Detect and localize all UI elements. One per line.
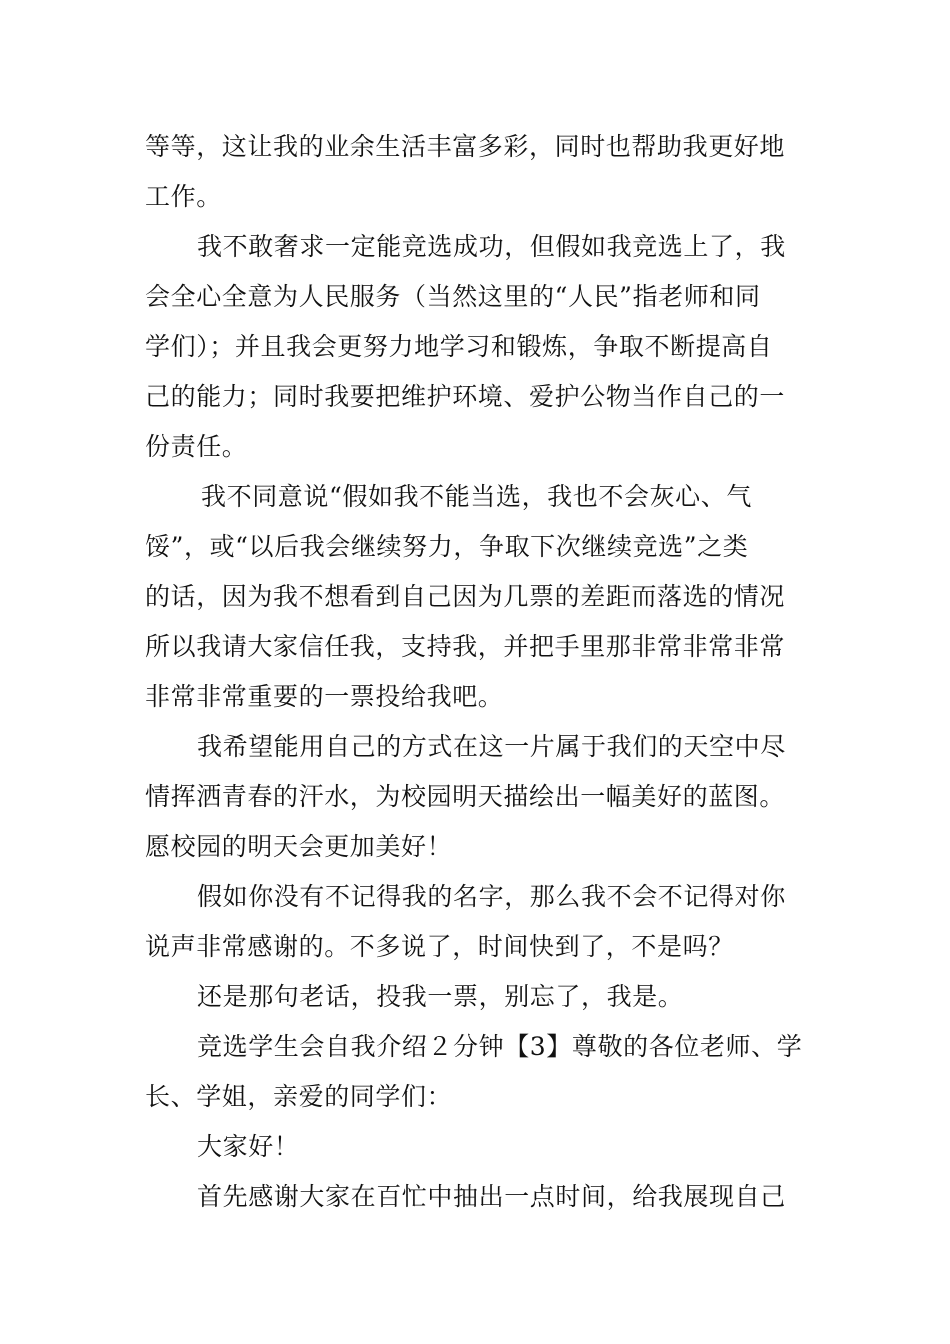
paragraph-start-line: 假如你没有不记得我的名字，那么我不会不记得对你 [197, 882, 786, 911]
text-line: 会全心全意为人民服务（当然这里的“人民”指老师和同 [145, 282, 761, 311]
text-line: 馁”，或“以后我会继续努力，争取下次继续竞选”之类 [145, 532, 749, 561]
paragraph-start-line: 我希望能用自己的方式在这一片属于我们的天空中尽 [197, 732, 786, 761]
text-line: 工作。 [145, 182, 222, 211]
text-line: 说声非常感谢的。不多说了，时间快到了，不是吗？ [145, 932, 734, 961]
text-line: 所以我请大家信任我，支持我，并把手里那非常非常非常 [145, 632, 786, 661]
text-line: 份责任。 [145, 432, 248, 461]
paragraph-start-line: 我不同意说“假如我不能当选，我也不会灰心、气 [201, 482, 752, 511]
text-line: 长、学姐，亲爱的同学们： [145, 1082, 453, 1111]
text-line: 的话，因为我不想看到自己因为几票的差距而落选的情况 [145, 582, 786, 611]
text-line: 情挥洒青春的汗水，为校园明天描绘出一幅美好的蓝图。 [145, 782, 786, 811]
paragraph-start-line: 竞选学生会自我介绍２分钟【3】尊敬的各位老师、学 [197, 1032, 803, 1061]
paragraph-start-line: 大家好！ [197, 1132, 300, 1161]
text-line: 愿校园的明天会更加美好！ [145, 832, 453, 861]
paragraph-start-line: 首先感谢大家在百忙中抽出一点时间，给我展现自己 [197, 1182, 786, 1211]
text-line: 非常非常重要的一票投给我吧。 [145, 682, 504, 711]
text-line: 学们）；并且我会更努力地学习和锻炼，争取不断提高自 [145, 332, 773, 361]
paragraph-start-line: 还是那句老话，投我一票，别忘了，我是。 [197, 982, 684, 1011]
text-line: 己的能力；同时我要把维护环境、爱护公物当作自己的一 [145, 382, 786, 411]
paragraph-start-line: 我不敢奢求一定能竞选成功，但假如我竞选上了，我 [197, 232, 786, 261]
document-body [145, 122, 810, 1222]
text-line: 等等，这让我的业余生活丰富多彩，同时也帮助我更好地 [145, 132, 786, 161]
